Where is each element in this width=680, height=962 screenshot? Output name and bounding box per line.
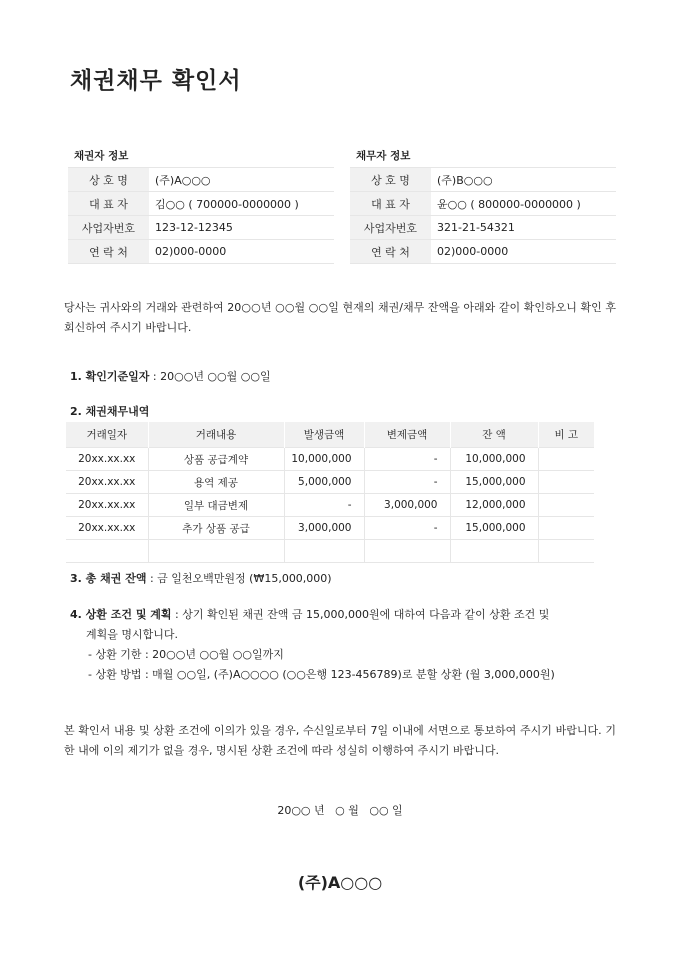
table-row xyxy=(66,540,594,563)
cell-date: 20xx.xx.xx xyxy=(66,448,148,471)
table-row xyxy=(66,471,594,494)
field-label: 연 락 처 xyxy=(371,245,410,259)
section-value: : 20○○년 ○○월 ○○일 xyxy=(149,370,271,383)
field-value: 123-12-12345 xyxy=(155,221,233,234)
cell-balance: 12,000,000 xyxy=(450,494,538,517)
cell-issued: 5,000,000 xyxy=(284,471,364,494)
debtor-row xyxy=(350,239,616,264)
section-label: 1. 확인기준일자 xyxy=(70,370,150,383)
field-value: 윤○○ ( 800000-0000000 ) xyxy=(437,197,581,211)
field-label: 대 표 자 xyxy=(89,197,128,211)
cell-desc: 추가 상품 공급 xyxy=(148,517,284,540)
column-header: 비 고 xyxy=(538,422,594,448)
intro-paragraph: 당사는 귀사와의 거래와 관련하여 20○○년 ○○월 ○○일 현재의 채권/채무 잔액을 아래와 같이 확인하오니 확인 후 회신하여 주시기 바랍니다. xyxy=(64,301,616,334)
field-label: 사업자번호 xyxy=(363,221,418,235)
debtor-info-table xyxy=(350,148,616,264)
column-header: 발생금액 xyxy=(284,422,364,448)
list-item: - 상환 기한 : 20○○년 ○○월 ○○일까지 xyxy=(88,648,284,661)
cell-repaid: - xyxy=(364,517,450,540)
cell-balance xyxy=(450,540,538,563)
table-row xyxy=(66,517,594,540)
column-header: 거래내용 xyxy=(148,422,284,448)
field-label: 대 표 자 xyxy=(371,197,410,211)
field-value: (주)A○○○ xyxy=(155,173,211,187)
section-label: 3. 총 채권 잔액 xyxy=(70,572,147,585)
debtor-row xyxy=(350,215,616,239)
cell-note xyxy=(538,494,594,517)
field-value: 02)000-0000 xyxy=(437,245,509,258)
column-header: 거래일자 xyxy=(66,422,148,448)
field-label: 사업자번호 xyxy=(81,221,136,235)
cell-balance: 10,000,000 xyxy=(450,448,538,471)
cell-issued: 3,000,000 xyxy=(284,517,364,540)
field-label: 상 호 명 xyxy=(89,173,128,187)
table-row xyxy=(66,448,594,471)
section-base-date xyxy=(70,368,271,384)
field-value: 김○○ ( 700000-0000000 ) xyxy=(155,197,299,211)
creditor-row xyxy=(68,167,334,191)
creditor-row xyxy=(68,215,334,239)
creditor-info-table xyxy=(68,148,334,264)
cell-note xyxy=(538,517,594,540)
document-title: 채권채무 확인서 xyxy=(70,68,242,94)
field-label: 연 락 처 xyxy=(89,245,128,259)
section-repayment xyxy=(70,605,618,685)
section-value: : 상기 확인된 채권 잔액 금 15,000,000원에 대하여 다음과 같이 상환 조건 및 xyxy=(171,608,550,621)
cell-note xyxy=(538,540,594,563)
ledger-table xyxy=(66,422,594,563)
cell-date: 20xx.xx.xx xyxy=(66,517,148,540)
column-header: 변제금액 xyxy=(364,422,450,448)
cell-date xyxy=(66,540,148,563)
section-label: 2. 채권채무내역 xyxy=(70,405,150,418)
cell-date: 20xx.xx.xx xyxy=(66,494,148,517)
creditor-row xyxy=(68,239,334,264)
closing-paragraph: 본 확인서 내용 및 상환 조건에 이의가 있을 경우, 수신일로부터 7일 이내에 서면으로 통보하여 주시기 바랍니다. 기한 내에 이의 제기가 없을 경우, 명시된 상환 조건에 따라 성실히 이행하여 주시기 바랍니다. xyxy=(64,724,616,757)
field-label: 상 호 명 xyxy=(371,173,410,187)
section-ledger-heading xyxy=(70,403,149,419)
cell-repaid: 3,000,000 xyxy=(364,494,450,517)
cell-note xyxy=(538,448,594,471)
debtor-row xyxy=(350,191,616,215)
ledger-header-row xyxy=(66,422,594,448)
table-row xyxy=(66,494,594,517)
field-value: 321-21-54321 xyxy=(437,221,515,234)
cell-issued: - xyxy=(284,494,364,517)
field-value: 02)000-0000 xyxy=(155,245,227,258)
field-value: (주)B○○○ xyxy=(437,173,493,187)
cell-desc: 용역 제공 xyxy=(148,471,284,494)
creditor-heading: 채권자 정보 xyxy=(74,150,129,162)
cell-desc: 상품 공급계약 xyxy=(148,448,284,471)
cell-date: 20xx.xx.xx xyxy=(66,471,148,494)
cell-desc xyxy=(148,540,284,563)
cell-repaid xyxy=(364,540,450,563)
repayment-intro-cont: 계획을 명시합니다. xyxy=(86,628,179,641)
cell-issued xyxy=(284,540,364,563)
issue-date: 20○○ 년 ○ 월 ○○ 일 xyxy=(277,804,403,817)
cell-repaid: - xyxy=(364,448,450,471)
cell-desc: 일부 대금변제 xyxy=(148,494,284,517)
creditor-row xyxy=(68,191,334,215)
cell-balance: 15,000,000 xyxy=(450,471,538,494)
list-item: - 상환 방법 : 매월 ○○일, (주)A○○○○ (○○은행 123-456789)로 분할 상환 (월 3,000,000원) xyxy=(88,668,555,681)
cell-issued: 10,000,000 xyxy=(284,448,364,471)
section-label: 4. 상환 조건 및 계획 xyxy=(70,608,172,621)
section-value: : 금 일천오백만원정 (₩15,000,000) xyxy=(146,572,332,585)
cell-balance: 15,000,000 xyxy=(450,517,538,540)
column-header: 잔 액 xyxy=(450,422,538,448)
cell-repaid: - xyxy=(364,471,450,494)
debtor-row xyxy=(350,167,616,191)
cell-note xyxy=(538,471,594,494)
section-total-balance xyxy=(70,570,332,586)
repayment-intro xyxy=(70,605,618,625)
debtor-heading: 채무자 정보 xyxy=(356,150,411,162)
company-name: (주)A○○○ xyxy=(297,873,383,892)
